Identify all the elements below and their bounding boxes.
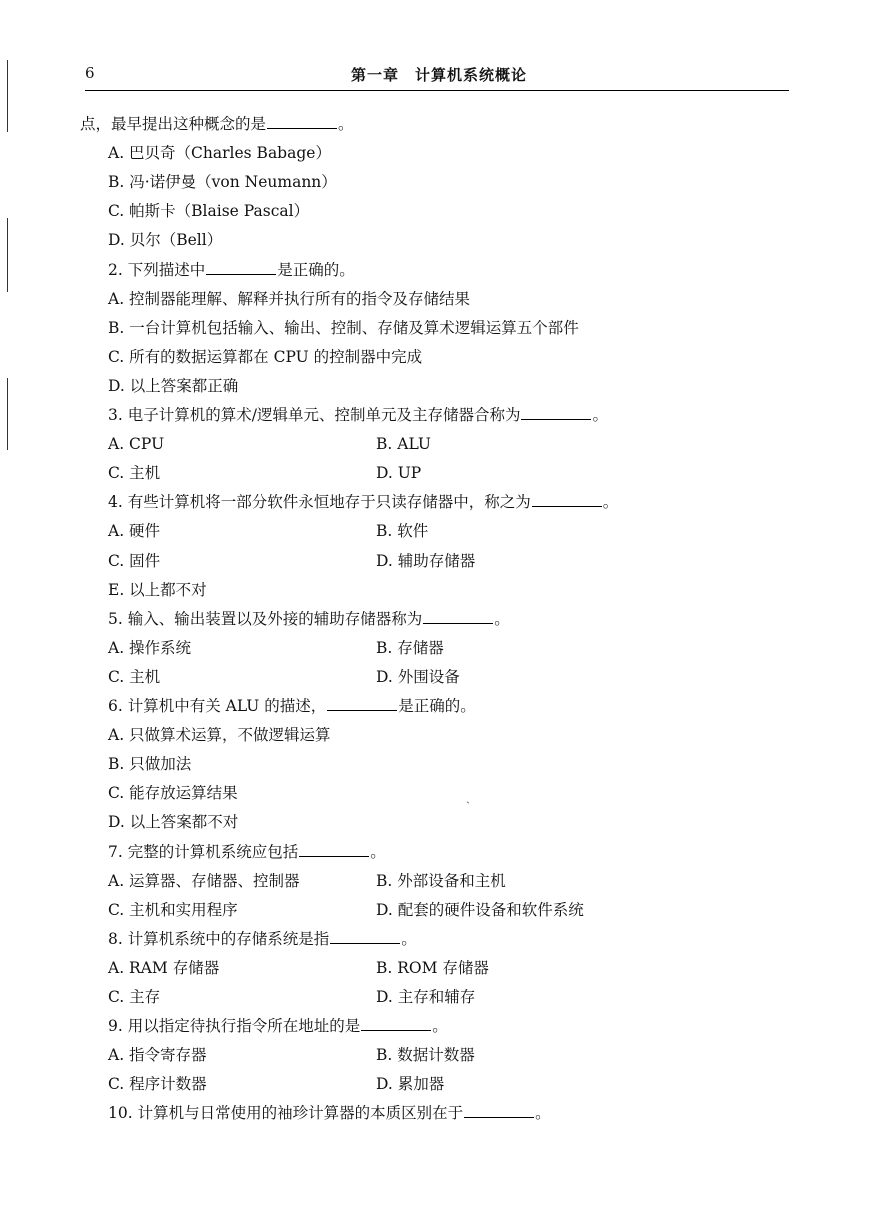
option-right: B. 存储器 [376, 638, 444, 657]
question-text-end: 。 [592, 406, 608, 424]
answer-option-row [108, 987, 476, 1007]
option-right: B. ROM 存储器 [376, 958, 489, 977]
option-text: C. 帕斯卡（Blaise Pascal） [108, 202, 310, 221]
answer-option [108, 754, 191, 774]
scan-speck: ˎ [466, 790, 470, 804]
option-left: A. RAM 存储器 [108, 958, 220, 977]
question-text: 2. 下列描述中 [108, 260, 206, 279]
answer-option [108, 230, 222, 250]
answer-option-row [108, 667, 460, 687]
question-stem [108, 405, 608, 425]
answer-option [108, 725, 331, 745]
option-left: C. 主存 [108, 988, 161, 1006]
question-stem [108, 609, 510, 629]
page-number: 6 [85, 64, 95, 82]
page-header [85, 64, 789, 86]
option-left: A. 指令寄存器 [108, 1046, 207, 1065]
option-right: B. 外部设备和主机 [376, 871, 506, 890]
answer-blank[interactable] [521, 405, 591, 420]
answer-blank[interactable] [464, 1103, 534, 1118]
option-text: A. 巴贝奇（Charles Babage） [108, 144, 331, 163]
option-text: B. 一台计算机包括输入、输出、控制、存储及算术逻辑运算五个部件 [108, 318, 579, 337]
option-text: A. 只做算术运算，不做逻辑运算 [108, 726, 331, 745]
answer-option [108, 580, 207, 600]
question-text: 9. 用以指定待执行指令所在地址的是 [108, 1017, 361, 1036]
option-left: A. 硬件 [108, 522, 161, 541]
answer-option [108, 201, 309, 221]
option-right: D. 外围设备 [376, 667, 460, 686]
answer-blank[interactable] [299, 842, 369, 857]
option-right: D. 累加器 [376, 1075, 445, 1094]
question-stem [108, 929, 417, 949]
question-text-end: 。 [401, 929, 417, 948]
question-text-end: 是正确的。 [398, 697, 476, 715]
question-text: 10. 计算机与日常使用的袖珍计算器的本质区别在于 [108, 1104, 464, 1123]
answer-option-row [108, 1074, 445, 1094]
answer-option-row [108, 871, 506, 891]
question-text: 8. 计算机系统中的存储系统是指 [108, 929, 330, 948]
question-stem-continued [80, 114, 354, 134]
question-text-end: 。 [338, 115, 354, 133]
answer-option [108, 318, 579, 338]
scan-edge-mark [7, 378, 8, 450]
answer-option-row [108, 900, 584, 920]
question-text-end: 。 [432, 1017, 448, 1036]
scan-edge-mark [7, 218, 8, 292]
option-left: A. 操作系统 [108, 638, 192, 657]
answer-blank[interactable] [423, 609, 493, 624]
question-text: 6. 计算机中有关 ALU 的描述， [108, 697, 327, 715]
answer-blank[interactable] [532, 492, 602, 507]
option-right: D. 配套的硬件设备和软件系统 [376, 900, 584, 919]
option-text: D. 以上答案都正确 [108, 376, 239, 395]
answer-option [108, 812, 238, 832]
chapter-title: 第一章 计算机系统概论 [351, 66, 528, 84]
option-left: C. 固件 [108, 551, 161, 570]
option-text: B. 冯·诺伊曼（von Neumann） [108, 173, 337, 192]
question-stem [108, 260, 355, 280]
question-stem [108, 842, 386, 862]
option-text: D. 以上答案都不对 [108, 813, 239, 832]
question-text-end: 。 [535, 1104, 551, 1123]
answer-option [108, 172, 337, 192]
option-right: B. ALU [376, 435, 431, 454]
answer-option-row [108, 1045, 475, 1065]
answer-blank[interactable] [327, 696, 397, 711]
question-stem [108, 1016, 448, 1036]
answer-option-row [108, 551, 476, 571]
question-stem [108, 1103, 551, 1123]
option-left: C. 主机和实用程序 [108, 900, 238, 919]
question-text: 4. 有些计算机将一部分软件永恒地存于只读存储器中，称之为 [108, 493, 531, 512]
answer-option [108, 376, 238, 396]
answer-option-row [108, 638, 444, 658]
question-text: 5. 输入、输出装置以及外接的辅助存储器称为 [108, 609, 423, 628]
option-text: E. 以上都不对 [108, 580, 207, 599]
question-text-end: 是正确的。 [277, 260, 355, 279]
option-left: A. 运算器、存储器、控制器 [108, 871, 300, 890]
option-text: D. 贝尔（Bell） [108, 231, 223, 250]
option-right: D. 主存和辅存 [376, 988, 476, 1006]
answer-blank[interactable] [206, 260, 276, 275]
option-text: C. 所有的数据运算都在 CPU 的控制器中完成 [108, 347, 423, 366]
answer-option-row [108, 521, 429, 541]
option-right: B. 数据计数器 [376, 1046, 475, 1065]
option-text: C. 能存放运算结果 [108, 784, 238, 803]
answer-option [108, 783, 238, 803]
header-rule [85, 90, 789, 91]
question-text: 7. 完整的计算机系统应包括 [108, 842, 299, 861]
option-left: C. 主机 [108, 667, 161, 686]
question-text-end: 。 [370, 842, 386, 861]
option-right: B. 软件 [376, 522, 429, 541]
question-stem [108, 696, 476, 716]
answer-option-row [108, 958, 489, 978]
answer-blank[interactable] [267, 114, 337, 129]
answer-blank[interactable] [330, 929, 400, 944]
option-left: C. 程序计数器 [108, 1075, 207, 1094]
answer-option-row [108, 434, 431, 454]
answer-option-row [108, 463, 422, 483]
answer-blank[interactable] [361, 1016, 431, 1031]
option-left: A. CPU [108, 435, 165, 454]
answer-option [108, 289, 470, 309]
question-text: 点，最早提出这种概念的是 [80, 115, 267, 133]
option-right: D. 辅助存储器 [376, 551, 476, 570]
question-stem [108, 492, 618, 512]
option-text: B. 只做加法 [108, 755, 192, 774]
question-text-end: 。 [602, 493, 619, 512]
option-left: C. 主机 [108, 464, 161, 483]
option-text: A. 控制器能理解、解释并执行所有的指令及存储结果 [108, 289, 471, 308]
scan-edge-mark [7, 60, 8, 132]
answer-option [108, 143, 331, 163]
question-text-end: 。 [494, 609, 510, 628]
answer-option [108, 347, 422, 367]
option-right: D. UP [376, 464, 422, 483]
question-text: 3. 电子计算机的算术/逻辑单元、控制单元及主存储器合称为 [108, 406, 521, 424]
